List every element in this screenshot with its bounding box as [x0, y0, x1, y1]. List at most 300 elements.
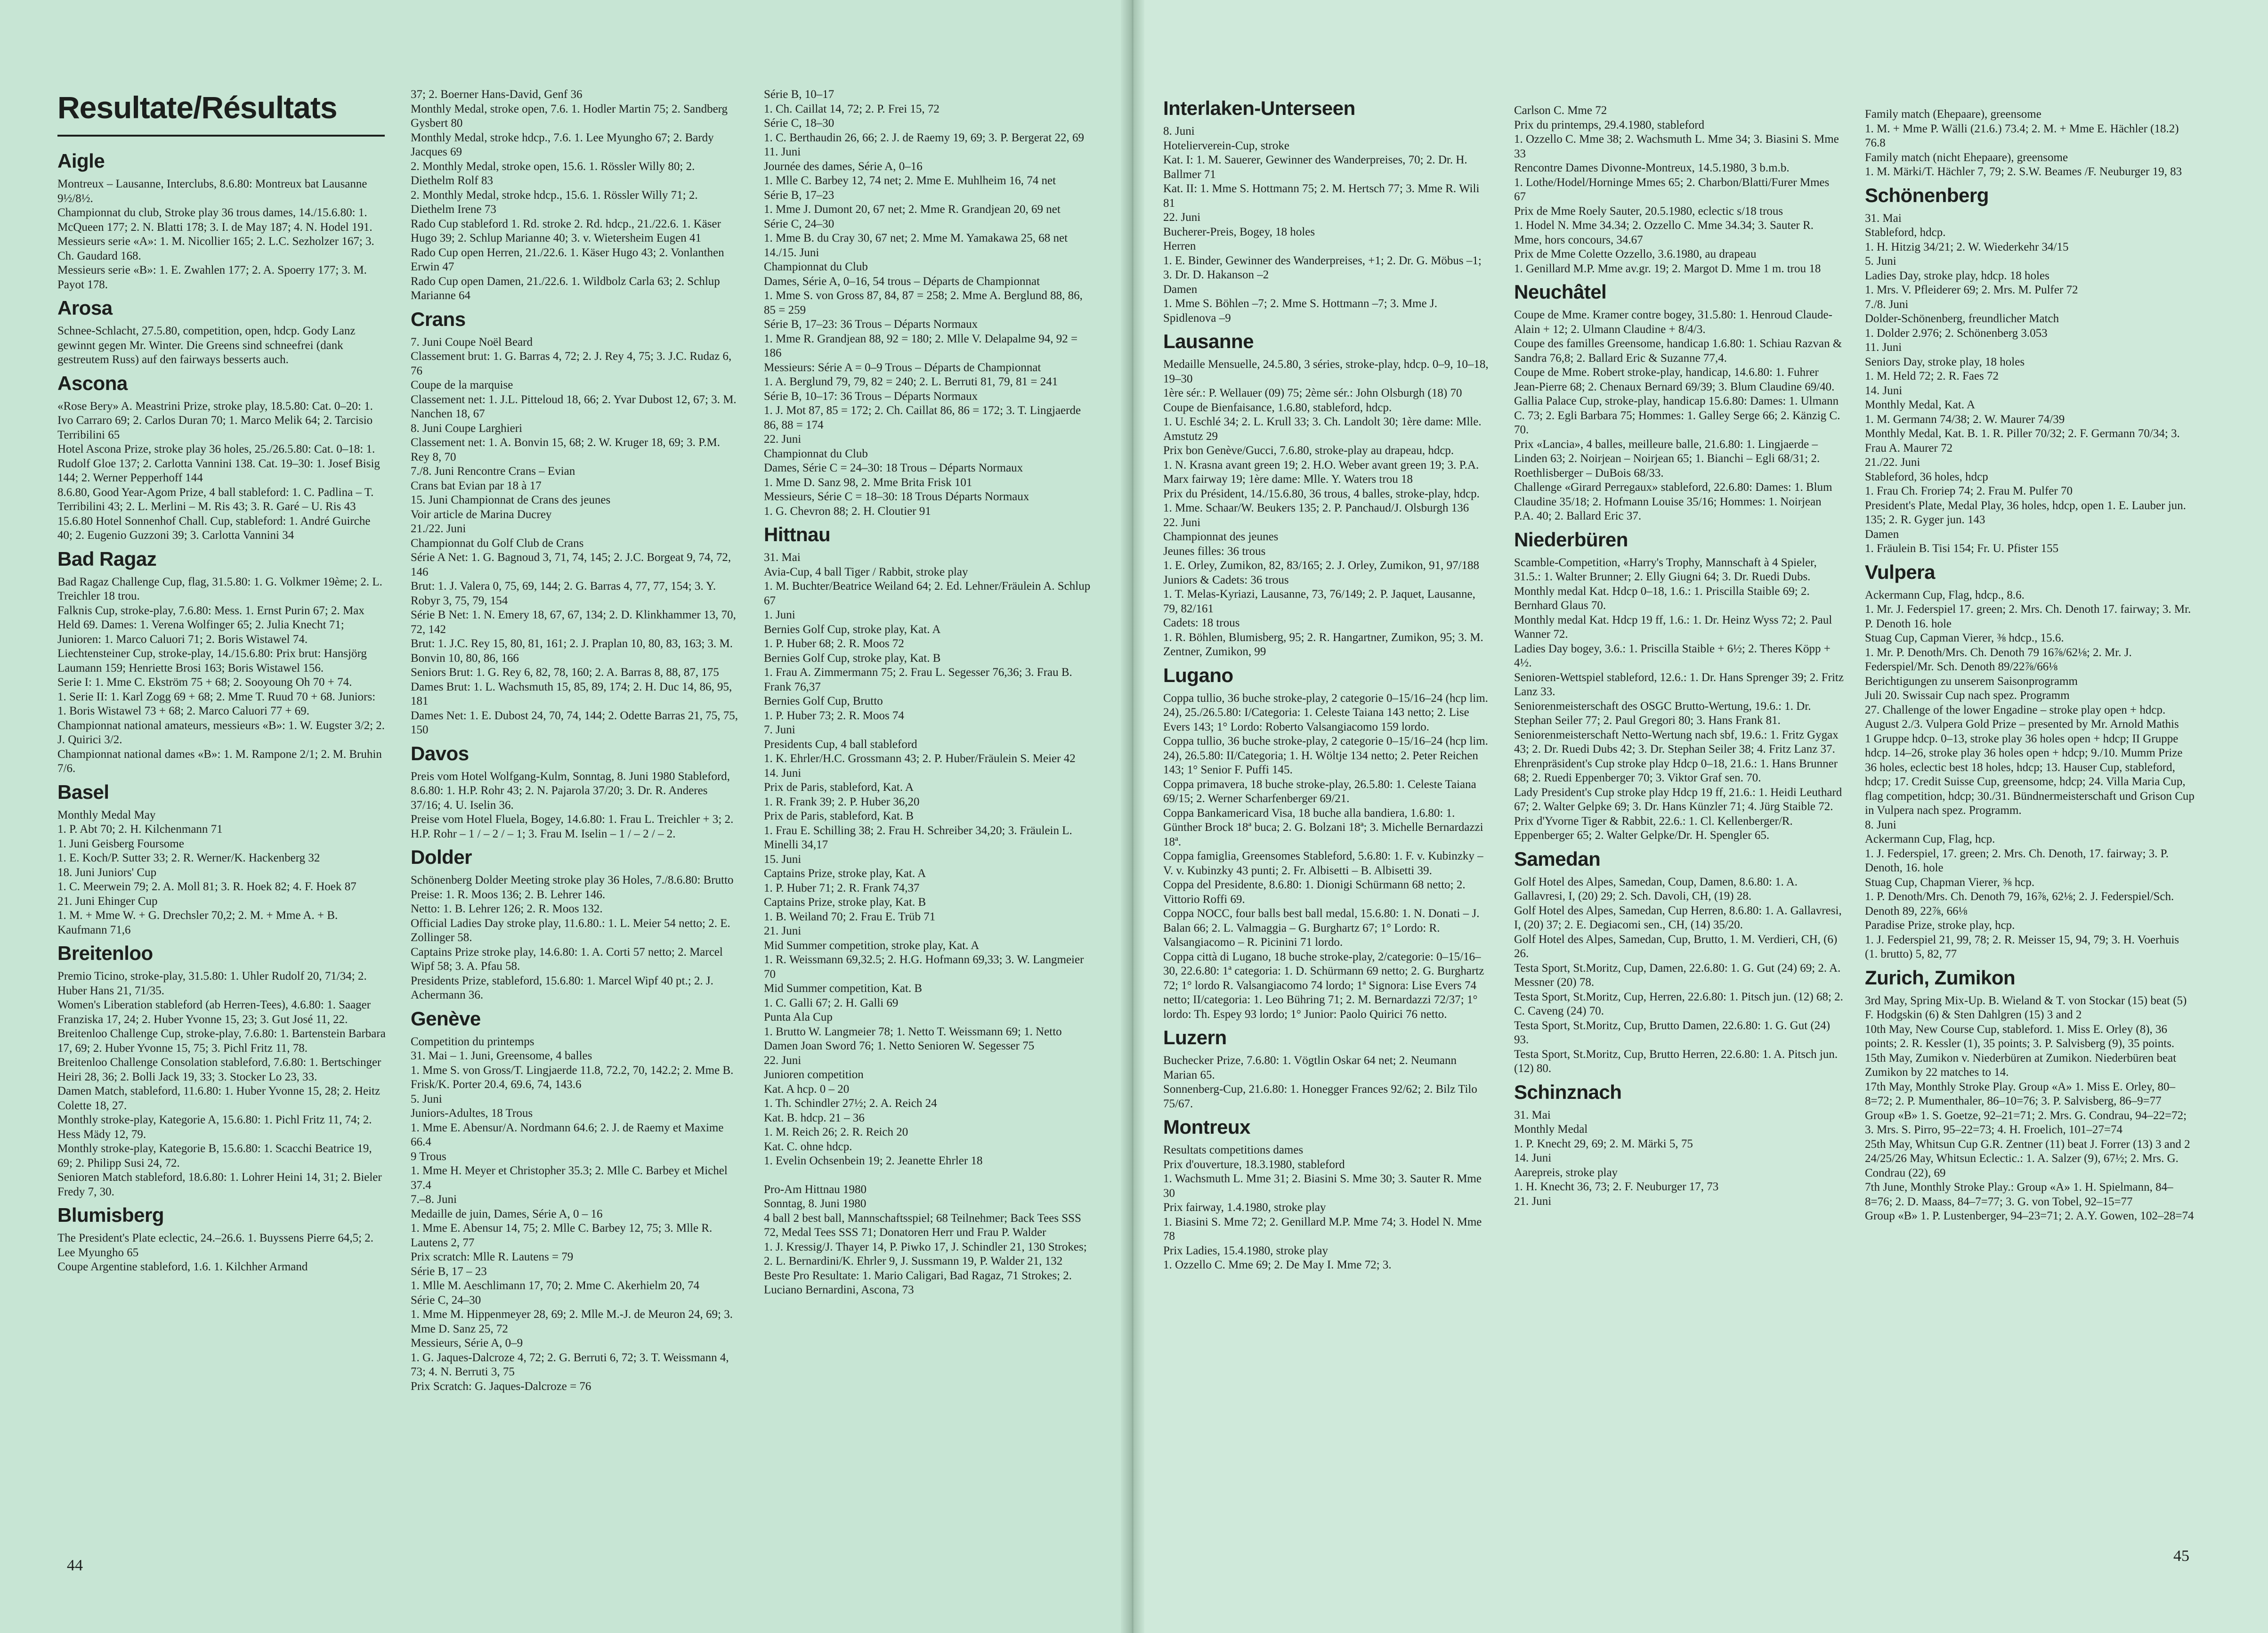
result-line: Breitenloo Challenge Consolation stableford, 7.6.80: 1. Bertschinger Heiri 28, 36; 2. Bolli Jack 19, 33; 3. Stocker Lo 23, 33. — [57, 1056, 381, 1083]
result-line: 1. M. + Mme W. + G. Drechsler 70,2; 2. M. + Mme A. + B. Kaufmann 71,6 — [57, 909, 338, 936]
result-line: Rado Cup open Herren, 21./22.6. 1. Käser Hugo 43; 2. Vonlanthen Erwin 47 — [411, 246, 724, 273]
result-line: Golf Hotel des Alpes, Samedan, Cup Herren, 8.6.80: 1. A. Gallavresi, I, (20) 37; 2. E. Degiacomi sen., CH, (14) 35/20. — [1514, 904, 1842, 931]
result-line: 22. Juni — [1163, 516, 1201, 529]
result-line: Mid Summer competition, stroke play, Kat. A — [764, 939, 980, 952]
result-line: Coupe de Bienfaisance, 1.6.80, stableford, hdcp. — [1163, 401, 1392, 414]
result-line: 1. A. Berglund 79, 79, 82 = 240; 2. L. Berruti 81, 79, 81 = 241 — [764, 375, 1058, 388]
club-section — [1163, 329, 1493, 659]
result-line: Messieurs serie «B»: 1. E. Zwahlen 177; 2. A. Spoerry 177; 3. M. Payot 178. — [57, 264, 367, 291]
result-line: 1. Frau Ch. Froriep 74; 2. Frau M. Pulfer 70 — [1865, 485, 2073, 497]
result-line: Juli 20. Swissair Cup nach spez. Programm — [1865, 689, 2070, 702]
result-line: Challenge «Girard Perregaux» stableford, 22.6.80: Dames: 1. Blum Claudine 35/18; 2. Hofmann Louise 35/16; Hommes: 1. Noirjean P.A. 40; 2. Ballard Eric 37. — [1514, 481, 1832, 522]
result-line: 15th May, Zumikon v. Niederbüren at Zumikon. Niederbüren beat Zumikon by 22 matches to 14. — [1865, 1051, 2177, 1079]
result-line: Dames Brut: 1. L. Wachsmuth 15, 85, 89, 174; 2. H. Duc 14, 86, 95, 181 — [411, 680, 732, 707]
result-line: Prix d'ouverture, 18.3.1980, stableford — [1163, 1158, 1345, 1171]
result-line: Coppa primavera, 18 buche stroke-play, 26.5.80: 1. Celeste Taiana 69/15; 2. Werner Scharfenberger 69/21. — [1163, 778, 1476, 805]
result-line: Golf Hotel des Alpes, Samedan, Coup, Damen, 8.6.80: 1. A. Gallavresi, I, (20) 29; 2. Sch. Davoli, CH, (19) 28. — [1514, 875, 1798, 902]
result-line: Messieurs, Série A, 0–9 — [411, 1337, 523, 1349]
result-line: 1ère sér.: P. Wellauer (09) 75; 2ème sér.: John Olsburgh (18) 70 — [1163, 387, 1462, 399]
club-heading: Lugano — [1163, 664, 1233, 686]
result-line: Coppa NOCC, four balls best ball medal, 15.6.80: 1. N. Donati – J. Balan 66; 2. L. Valmaggia – G. Burghartz 67; 1° Lordo: R. Valsangiacomo – R. Picinini 71 lordo. — [1163, 907, 1480, 949]
result-line: Prix de Paris, stableford, Kat. B — [764, 810, 914, 822]
result-line: 21./22. Juni — [411, 522, 466, 535]
result-line: Coppa tullio, 36 buche stroke-play, 2 categorie 0–15/16–24 (hcp lim. 24), 26.5.80: II/Categoria; 1. H. Wöltje 134 netto; 2. Peter Reichen 143; 1° Senior F. Puffi 145. — [1163, 735, 1488, 776]
result-line: Liechtensteiner Cup, stroke-play, 14./15.6.80: Prix brut: Hansjörg Laumann 159; Henriette Brosi 163; Boris Wistawel 156. — [57, 647, 367, 674]
result-line: Prix scratch: Mlle R. Lautens = 79 — [411, 1251, 574, 1263]
club-section — [411, 1007, 740, 1394]
result-line: 21. Juni — [764, 925, 802, 937]
result-line: 1. Hodel N. Mme 34.34; 2. Ozzello C. Mme 34.34; 3. Sauter R. Mme, hors concours, 34.67 — [1514, 219, 1814, 246]
result-line: Seniors Brut: 1. G. Rey 6, 82, 78, 160; 2. A. Barras 8, 88, 87, 175 — [411, 666, 719, 679]
result-line: 15.6.80 Hotel Sonnenhof Chall. Cup, stableford: 1. André Guirche 40; 2. Eugenio Guzzoni 39; 3. Carlotta Vannini 34 — [57, 514, 371, 542]
result-line: Seniorenmeisterschaft Netto-Wertung nach sbf, 19.6.: 1. Fritz Gygax 43; 2. Dr. Ruedi Dubs 42; 3. Dr. Stephan Seiler 38; 4. Fritz Lanz 37. — [1514, 728, 1839, 756]
result-line: Monthly stroke-play, Kategorie A, 15.6.80: 1. Pichl Fritz 11, 74; 2. Hess Mädy 12, 79. — [57, 1113, 372, 1141]
result-line: Damen — [1865, 528, 1899, 541]
result-line: 5. Juni — [411, 1092, 442, 1105]
results-column-3 — [764, 88, 1094, 1558]
result-line: 8. Juni Coupe Larghieri — [411, 422, 522, 435]
results-column-4 — [1163, 92, 1493, 1558]
result-line: Coupe Argentine stableford, 1.6. 1. Kilchher Armand — [57, 1260, 308, 1273]
result-line: 1. Genillard M.P. Mme av.gr. 19; 2. Margot D. Mme 1 m. trou 18 — [1514, 262, 1821, 275]
result-line — [764, 1169, 1094, 1183]
club-section — [1514, 1080, 1844, 1209]
result-line: 21. Juni — [1514, 1194, 1552, 1208]
result-line: Championnat du Golf Club de Crans — [411, 536, 584, 550]
result-line: 1. E. Binder, Gewinner des Wanderpreises, +1; 2. Dr. G. Möbus –1; 3. Dr. D. Hakanson –2 — [1163, 254, 1482, 281]
result-line: Ladies Day, stroke play, hdcp. 18 holes — [1865, 269, 2049, 282]
result-line: 1 Gruppe hdcp. 0–13, stroke play 36 holes open + hdcp; II Gruppe hdcp. 14–26, stroke play 36 holes open + hdcp; 9./10. Mumm Prize 36 holes, eclectic best 18 holes, hdcp; 13. Hauser Cup, stableford, hdcp; 17. Credit Suisse Cup, greensome, hdcp; 24. Villa Maria Cup, flag competition, hdcp; 30./31. Bündnermeisterschaft und Grison Cup in Vulpera nach spez. Programm. — [1865, 732, 2195, 817]
result-line: Classement brut: 1. G. Barras 4, 72; 2. J. Rey 4, 75; 3. J.C. Rudaz 6, 76 — [411, 350, 732, 377]
club-section — [57, 371, 387, 543]
result-line: Classement net: 1. A. Bonvin 15, 68; 2. W. Kruger 18, 69; 3. P.M. Rey 8, 70 — [411, 436, 720, 463]
result-line: 27. Challenge of the lower Engadine – stroke play open + hdcp. — [1865, 703, 2166, 716]
result-line: 1. J. Federspiel 21, 99, 78; 2. R. Meisser 15, 94, 79; 3. H. Voerhuis (1. brutto) 5, 82, 77 — [1865, 933, 2179, 960]
result-line: Stableford, hdcp. — [1865, 226, 1946, 239]
result-line: Senioren Match stableford, 18.6.80: 1. Lohrer Heini 14, 31; 2. Bieler Fredy 7, 30. — [57, 1171, 382, 1198]
result-line: 22. Juni — [764, 1054, 802, 1067]
club-heading: Arosa — [57, 297, 113, 319]
result-line: 1. P. Huber 71; 2. R. Frank 74,37 — [764, 881, 920, 894]
result-line: 24/25/26 May, Whitsun Eclectic.: 1. A. Salzer (9), 67½; 2. Mrs. G. Condrau (22), 69 — [1865, 1152, 2179, 1179]
result-line: 1. Mme D. Sanz 98, 2. Mme Brita Frisk 101 — [764, 476, 972, 489]
club-section — [57, 547, 387, 776]
result-line: 2. Monthly Medal, stroke open, 15.6. 1. Rössler Willy 80; 2. Diethelm Rolf 83 — [411, 160, 695, 187]
result-line: Junioren competition — [764, 1068, 864, 1081]
result-line: Preise vom Hotel Fluela, Bogey, 14.6.80: 1. Frau L. Treichler + 3; 2. H.P. Rohr – 1 / – 2 / – 1; 3. Frau M. Iselin – 1 / – 2 / – 2. — [411, 813, 734, 840]
result-line: Competition du printemps — [411, 1035, 535, 1048]
result-line: 1. N. Krasna avant green 19; 2. H.O. Weber avant green 19; 3. P.A. Marx fairway 19; 1ère dame: Mlle. Y. Waters trou 18 — [1163, 458, 1479, 486]
result-line: Prix «Lancia», 4 balles, meilleure balle, 21.6.80: 1. Lingjaerde – Linden 63; 2. Noirjean – Noirjean 65; 1. Bianchi – Egli 68/31; 2. Roethlisberger – DuBois 68/33. — [1514, 438, 1820, 479]
result-line: Dolder-Schönenberg, freundlicher Match — [1865, 312, 2059, 325]
result-line: 1. Wachsmuth L. Mme 31; 2. Biasini S. Mme 30; 3. Sauter R. Mme 30 — [1163, 1172, 1482, 1200]
result-line: Monthly Medal — [1514, 1123, 1588, 1136]
result-line: Série B, 17–23 — [764, 188, 834, 202]
result-line: 1. Th. Schindler 27½; 2. A. Reich 24 — [764, 1097, 937, 1110]
result-line: Championnat national dames «B»: 1. M. Rampone 2/1; 2. M. Bruhin 7/6. — [57, 747, 382, 775]
result-line: 11. Juni — [764, 146, 801, 158]
club-heading: Basel — [57, 780, 109, 803]
result-line: Kat. I: 1. M. Sauerer, Gewinner des Wanderpreises, 70; 2. Dr. H. Ballmer 71 — [1163, 154, 1467, 181]
result-line: 22. Juni — [1163, 211, 1201, 224]
result-line: Rado Cup stableford 1. Rd. stroke 2. Rd. hdcp., 21./22.6. 1. Käser Hugo 39; 2. Schlup Marianne 40; 3. v. Wietersheim Eugen 41 — [411, 217, 721, 244]
page-gutter — [1121, 0, 1144, 1633]
result-line: Group «B» 1. S. Goetze, 92–21=71; 2. Mrs. G. Condrau, 94–22=72; 3. Mrs. S. Pirro, 95–22=73; 4. H. Froelich, 101–27=74 — [1865, 1109, 2187, 1136]
club-section — [57, 149, 387, 292]
result-line: The President's Plate eclectic, 24.–26.6. 1. Buyssens Pierre 64,5; 2. Lee Myungho 65 — [57, 1232, 374, 1259]
result-line: Championnat des jeunes — [1163, 530, 1279, 543]
result-line: Prix du Président, 14./15.6.80, 36 trous, 4 balles, stroke-play, hdcp. — [1163, 487, 1480, 500]
result-line: Breitenloo Challenge Cup, stroke-play, 7.6.80: 1. Bartenstein Barbara 17, 69; 2. Huber Yvonne 15, 75; 3. Pichl Fritz 11, 78. — [57, 1027, 386, 1055]
result-line: Kat. A hcp. 0 – 20 — [764, 1082, 850, 1096]
result-line: 1. Mrs. V. Pfleiderer 69; 2. Mrs. M. Pulfer 72 — [1865, 284, 2078, 296]
result-line: Rado Cup open Damen, 21./22.6. 1. Wildbolz Carla 63; 2. Schlup Marianne 64 — [411, 275, 720, 302]
result-line: Buchecker Prize, 7.6.80: 1. Vögtlin Oskar 64 net; 2. Neumann Marian 65. — [1163, 1054, 1457, 1081]
result-line: Classement net: 1. J.L. Pitteloud 18, 66; 2. Yvar Dubost 12, 67; 3. M. Nanchen 18, 67 — [411, 393, 737, 420]
result-line: Group «B» 1. P. Lustenberger, 94–23=71; 2. A.Y. Gowen, 102–28=74 — [1865, 1210, 2194, 1222]
result-line: Série B Net: 1. N. Emery 18, 67, 67, 134; 2. D. Klinkhammer 13, 70, 72, 142 — [411, 609, 736, 636]
result-line: 1. Mme. Schaar/W. Beukers 135; 2. P. Panchaud/J. Olsburgh 136 — [1163, 502, 1469, 514]
results-column-2 — [411, 88, 740, 1558]
result-line: 7.–8. Juni — [411, 1193, 457, 1206]
result-line: Coppa Bankamericard Visa, 18 buche alla bandiera, 1.6.80: 1. Günther Brock 18ª buca; 2. G. Bolzani 18ª; 3. Michelle Bernardazzi 18ª. — [1163, 806, 1483, 848]
result-line: Coppa città di Lugano, 18 buche stroke-play, 2/categorie: 0–15/16–30, 22.6.80: 1ª categoria: 1. D. Schürmann 69 netto; 2. G. Burghartz 72; 1° lordo R. Valsangiacomo 74 lordo; 1ª Signora: Lise Evers 74 netto; II/categoria: 1. Leo Bühring 71; 2. M. Bernardazzi 72/37; 1° lordo: Th. Espey 93 lordo; 1° Junior: Paolo Quirici 76 netto. — [1163, 950, 1484, 1021]
club-heading: Davos — [411, 742, 469, 764]
result-line: Kat. B. hdcp. 21 – 36 — [764, 1111, 865, 1124]
club-section — [1514, 280, 1844, 524]
club-section — [411, 741, 740, 842]
result-line: Messieurs: Série A = 0–9 Trous – Départs de Championnat — [764, 361, 1041, 374]
club-heading: Neuchâtel — [1514, 281, 1607, 303]
result-line: Medaille de juin, Dames, Série A, 0 – 16 — [411, 1207, 603, 1220]
result-line: 14./15. Juni — [764, 246, 819, 259]
result-line: 2. Monthly Medal, stroke hdcp., 15.6. 1. Rössler Willy 71; 2. Diethelm Irene 73 — [411, 188, 698, 216]
result-line: Championnat du Club — [764, 260, 868, 273]
result-line: Juniors & Cadets: 36 trous — [1163, 573, 1289, 586]
result-line: 1. C. Berthaudin 26, 66; 2. J. de Raemy 19, 69; 3. P. Bergerat 22, 69 — [764, 131, 1085, 144]
club-heading: Dolder — [411, 846, 472, 868]
club-section — [1514, 104, 1844, 276]
club-heading: Zurich, Zumikon — [1865, 966, 2016, 989]
result-line: Série C, 24–30 — [764, 217, 834, 230]
result-line: 14. Juni — [764, 766, 802, 780]
result-line: 1. Mme S. Böhlen –7; 2. Mme S. Hottmann –7; 3. Mme J. Spidlenova –9 — [1163, 297, 1437, 325]
result-line: Monthly Medal, Kat. B. 1. R. Piller 70/32; 2. F. Germann 70/34; 3. Frau A. Maurer 72 — [1865, 427, 2180, 455]
result-line: Herren — [1163, 240, 1196, 252]
result-line: August 2./3. Vulpera Gold Prize – presented by Mr. Arnold Mathis — [1865, 718, 2179, 731]
result-line: 7./8. Juni Rencontre Crans – Evian — [411, 465, 575, 478]
result-line: Coupe des familles Greensome, handicap 1.6.80: 1. Schiau Razvan & Sandra 76,8; 2. Ballard Eric & Suzanne 77,4. — [1514, 337, 1842, 365]
result-line: 1. Mlle C. Barbey 12, 74 net; 2. Mme E. Muhlheim 16, 74 net — [764, 174, 1056, 187]
result-line: Netto: 1. B. Lehrer 126; 2. R. Moos 132. — [411, 902, 603, 915]
result-line: 1. J. Federspiel, 17. green; 2. Mrs. Ch. Denoth, 17. fairway; 3. P. Denoth, 16. hole — [1865, 847, 2169, 874]
result-line: Hotel Ascona Prize, stroke play 36 holes, 25./26.5.80: Cat. 0–18: 1. Rudolf Gloe 137; 2. Carlotta Vannini 138. Cat. 19–30: 1. Josef Bisig 144; 2. Werner Pepperhoff 144 — [57, 443, 380, 484]
result-line: Pro-Am Hittnau 1980 — [764, 1183, 867, 1196]
result-line: 8. Juni — [1865, 818, 1896, 831]
result-line: 37; 2. Boerner Hans-David, Genf 36 — [411, 88, 583, 101]
result-line: 5. Juni — [1865, 255, 1896, 268]
result-line: Monthly Medal, stroke open, 7.6. 1. Hodler Martin 75; 2. Sandberg Gysbert 80 — [411, 102, 728, 130]
result-line: Monthly Medal, Kat. A — [1865, 398, 1976, 411]
result-line: Damen — [1163, 283, 1198, 296]
club-heading: Aigle — [57, 150, 105, 172]
result-line: 1. B. Weiland 70; 2. Frau E. Trüb 71 — [764, 910, 936, 923]
result-line: Rencontre Dames Divonne-Montreux, 14.5.1980, 3 b.m.b. — [1514, 162, 1790, 174]
club-heading: Samedan — [1514, 847, 1601, 870]
club-heading: Montreux — [1163, 1116, 1250, 1138]
result-line: 1. Frau A. Zimmermann 75; 2. Frau L. Segesser 76,36; 3. Frau B. Frank 76,37 — [764, 666, 1072, 693]
result-line: Scamble-Competition, «Harry's Trophy, Mannschaft à 4 Spieler, 31.5.: 1. Walter Brunner; 2. Elly Giugni 64; 3. Dr. Ruedi Dubs. — [1514, 556, 1817, 583]
result-line: Coupe de la marquise — [411, 379, 513, 391]
result-line: 7./8. Juni — [1865, 298, 1909, 311]
result-line: Beste Pro Resultate: 1. Mario Caligari, Bad Ragaz, 71 Strokes; 2. Luciano Bernardini, Ascona, 73 — [764, 1269, 1072, 1296]
result-line: 7th June, Monthly Stroke Play.: Group «A» 1. H. Spielmann, 84–8=76; 2. D. Maass, 84–7=77; 3. G. von Tobel, 92–15=77 — [1865, 1181, 2173, 1208]
result-line: 1. R. Böhlen, Blumisberg, 95; 2. R. Hangartner, Zumikon, 95; 3. M. Zentner, Zumikon, 99 — [1163, 631, 1483, 658]
result-line: Serie I: 1. Mme C. Ekström 75 + 68; 2. Sooyoung Oh 70 + 74. — [57, 676, 352, 689]
club-section — [1163, 1025, 1493, 1111]
result-line: Série C, 18–30 — [764, 117, 834, 130]
result-line: Ackermann Cup, Flag, hcp. — [1865, 833, 1995, 845]
result-line: Presidents Prize, stableford, 15.6.80: 1. Marcel Wipf 40 pt.; 2. J. Achermann 36. — [411, 974, 713, 1001]
result-line: 1. J. Mot 87, 85 = 172; 2. Ch. Caillat 86, 86 = 172; 3. T. Lingjaerde 86, 88 = 174 — [764, 404, 1081, 431]
club-section — [57, 1203, 387, 1275]
result-line: 1. Ch. Caillat 14, 72; 2. P. Frei 15, 72 — [764, 102, 940, 115]
result-line: Voir article de Marina Ducrey — [411, 508, 552, 521]
club-heading: Crans — [411, 308, 466, 330]
result-line: 14. Juni — [1865, 384, 1903, 397]
result-line: Dames, Série A, 0–16, 54 trous – Départs de Championnat — [764, 275, 1040, 288]
club-section — [57, 296, 387, 367]
result-line: Stableford, 36 holes, hdcp — [1865, 470, 1988, 483]
result-line: Brut: 1. J.C. Rey 15, 80, 81, 161; 2. J. Praplan 10, 80, 83, 163; 3. M. Bonvin 10, 80, 86, 166 — [411, 637, 733, 665]
result-line: 21./22. Juni — [1865, 456, 1920, 469]
result-line: 17th May, Monthly Stroke Play. Group «A» 1. Miss E. Orley, 80–8=72; 2. P. Mumenthaler, 86–10=76; 3. P. Salvisberg, 86–9=77 — [1865, 1080, 2175, 1107]
result-line: 1. Ozzello C. Mme 69; 2. De May I. Mme 72; 3. — [1163, 1259, 1392, 1271]
result-line: Prix du printemps, 29.4.1980, stableford — [1514, 118, 1705, 131]
result-line: 1. Lothe/Hodel/Horninge Mmes 65; 2. Charbon/Blatti/Furer Mmes 67 — [1514, 176, 1830, 203]
result-line: 1. R. Weissmann 69,32.5; 2. H.G. Hofmann 69,33; 3. W. Langmeier 70 — [764, 953, 1084, 981]
result-line: 1. Frau E. Schilling 38; 2. Frau H. Schreiber 34,20; 3. Fräulein L. Minelli 34,17 — [764, 824, 1072, 851]
result-line: 1. Dolder 2.976; 2. Schönenberg 3.053 — [1865, 326, 2048, 340]
heading-rule — [57, 135, 385, 137]
result-line: Kat. II: 1. Mme S. Hottmann 75; 2. M. Hertsch 77; 3. Mme R. Wili 81 — [1163, 182, 1480, 210]
result-line: Série C, 24–30 — [411, 1293, 481, 1307]
result-line: Prix Scratch: G. Jaques-Dalcroze = 76 — [411, 1380, 591, 1393]
club-heading: Ascona — [57, 372, 128, 394]
result-line: Lady President's Cup stroke play Hdcp 19 ff, 21.6.: 1. Heidi Leuthard 67; 2. Walter Gelpke 69; 3. Dr. Hans Künzler 71; 4. Jürg Staible 72. — [1514, 786, 1842, 813]
result-line: 7. Juni — [764, 723, 795, 736]
club-section — [1865, 183, 2195, 556]
result-line: Championnat du Club — [764, 447, 868, 460]
club-heading: Schönenberg — [1865, 184, 1989, 206]
result-line: Championnat du club, Stroke play 36 trous dames, 14./15.6.80: 1. McQueen 177; 2. N. Blatti 178; 3. I. de May 187; 4. N. Hodel 191. — [57, 206, 373, 234]
results-column-5 — [1514, 104, 1844, 1559]
result-line: 31. Mai – 1. Juni, Greensome, 4 balles — [411, 1049, 592, 1062]
result-line: 15. Juni Championnat de Crans des jeunes — [411, 494, 611, 506]
result-line: Série B, 17–23: 36 Trous – Départs Normaux — [764, 318, 978, 331]
result-line: 1. Mme H. Meyer et Christopher 35.3; 2. Mlle C. Barbey et Michel 37.4 — [411, 1164, 728, 1192]
result-line: Aarepreis, stroke play — [1514, 1166, 1618, 1179]
result-line: 22. Juni — [764, 433, 802, 446]
result-line: 1. Mme M. Hippenmeyer 28, 69; 2. Mlle M.-J. de Meuron 24, 69; 3. Mme D. Sanz 25, 72 — [411, 1308, 733, 1335]
result-line: Falknis Cup, stroke-play, 7.6.80: Mess. 1. Ernst Purin 67; 2. Max Held 69. Dames: 1. Verena Wolfinger 65; 2. Julia Knecht 71; Junioren: 1. Marco Caluori 71; 2. Boris Wistawel 74. — [57, 604, 364, 646]
result-line: Coupe de Mme. Robert stroke-play, handicap, 14.6.80: 1. Fuhrer Jean-Pierre 68; 2. Chenaux Bernard 69/39; 3. Blum Claudine 69/40. — [1514, 366, 1835, 393]
result-line: 1. G. Chevron 88; 2. H. Cloutier 91 — [764, 504, 931, 518]
result-line: Championnat national amateurs, messieurs «B»: 1. W. Eugster 3/2; 2. J. Quirici 3/2. — [57, 719, 385, 746]
club-heading: Breitenloo — [57, 942, 153, 964]
result-line: 1. Juni — [764, 609, 795, 621]
result-line: 14. Juni — [1514, 1152, 1552, 1164]
result-line: Crans bat Evian par 18 à 17 — [411, 479, 542, 492]
result-line: 1. Juni Geisberg Foursome — [57, 837, 184, 850]
result-line: Prix bon Genève/Gucci, 7.6.80, stroke-play au drapeau, hdcp. — [1163, 444, 1454, 457]
result-line: Punta Ala Cup — [764, 1011, 833, 1024]
result-line: 1. Mme B. du Cray 30, 67 net; 2. Mme M. Yamakawa 25, 68 net — [764, 232, 1068, 244]
result-line: Dames, Série C = 24–30: 18 Trous – Départs Normaux — [764, 462, 1023, 474]
result-line: Bernies Golf Cup, stroke play, Kat. B — [764, 651, 941, 665]
result-line: Testa Sport, St.Moritz, Cup, Damen, 22.6.80: 1. G. Gut (24) 69; 2. A. Messner (20) 78. — [1514, 961, 1841, 989]
result-line: Cadets: 18 trous — [1163, 617, 1240, 629]
result-line: 11. Juni — [1865, 341, 1902, 354]
club-section — [1163, 1115, 1493, 1273]
club-heading: Hittnau — [764, 523, 831, 545]
result-line: 1. Ozzello C. Mme 38; 2. Wachsmuth L. Mme 34; 3. Biasini S. Mme 33 — [1514, 133, 1839, 160]
result-line: Kat. C. ohne hdcp. — [764, 1140, 852, 1153]
result-line: 9 Trous — [411, 1150, 446, 1163]
result-line: 1. C. Galli 67; 2. H. Galli 69 — [764, 996, 899, 1009]
club-heading: Luzern — [1163, 1026, 1227, 1048]
club-heading: Lausanne — [1163, 330, 1254, 352]
result-line: 1. H. Hitzig 34/21; 2. W. Wiederkehr 34/15 — [1865, 240, 2069, 253]
result-line: 1. U. Eschlé 34; 2. L. Krull 33; 3. Ch. Landolt 30; 1ère dame: Mlle. Amstutz 29 — [1163, 415, 1482, 443]
club-section — [1865, 966, 2195, 1224]
result-line: 1. M. Märki/T. Hächler 7, 79; 2. S.W. Beames /F. Neuburger 19, 83 — [1865, 165, 2182, 178]
result-line: Avia-Cup, 4 ball Tiger / Rabbit, stroke play — [764, 565, 968, 578]
result-line: Paradise Prize, stroke play, hcp. — [1865, 919, 2015, 932]
result-line: Bad Ragaz Challenge Cup, flag, 31.5.80: 1. G. Volkmer 19ème; 2. L. Treichler 18 trou. — [57, 575, 382, 602]
result-line: Prix Ladies, 15.4.1980, stroke play — [1163, 1244, 1328, 1257]
result-line: Coppa del Presidente, 8.6.80: 1. Dionigi Schürmann 68 netto; 2. Vittorio Roffi 69. — [1163, 878, 1466, 906]
results-column-6 — [1865, 107, 2195, 1559]
result-line: 31. Mai — [1514, 1108, 1551, 1121]
club-section — [411, 307, 740, 738]
result-line: 10th May, New Course Cup, stableford. 1. Miss E. Orley (8), 36 points; 2. R. Kessler (1), 35 points; 3. P. Salvisberg (9), 35 points. — [1865, 1023, 2175, 1050]
result-line: Bernies Golf Cup, stroke play, Kat. A — [764, 623, 941, 636]
club-section — [1514, 528, 1844, 843]
result-line: 4 ball 2 best ball, Mannschaftsspiel; 68 Teilnehmer; Back Tees SSS 72, Medal Tees SSS 71; Donatoren Herr und Frau P. Walder — [764, 1211, 1081, 1239]
result-line: 25th May, Whitsun Cup G.R. Zentner (11) beat J. Forrer (13) 3 and 2 — [1865, 1137, 2190, 1151]
club-section — [764, 522, 1094, 1298]
result-line: Medaille Mensuelle, 24.5.80, 3 séries, stroke-play, hdcp. 0–9, 10–18, 19–30 — [1163, 358, 1489, 385]
result-line: Ehrenpräsident's Cup stroke play Hdcp 0–18, 21.6.: 1. Hans Brunner 68; 2. Ruedi Eppenberger 70; 3. Viktor Graf sen. 70. — [1514, 757, 1838, 784]
club-section — [411, 88, 740, 303]
result-line: 1. Evelin Ochsenbein 19; 2. Jeanette Ehrler 18 — [764, 1154, 983, 1167]
result-line: 18. Juni Juniors' Cup — [57, 866, 157, 879]
page-number-left: 44 — [67, 1557, 83, 1574]
result-line: Sonntag, 8. Juni 1980 — [764, 1197, 867, 1210]
result-line: 1. P. Huber 73; 2. R. Moos 74 — [764, 709, 904, 722]
club-section — [1514, 847, 1844, 1076]
club-section — [1163, 663, 1493, 1022]
result-line: 1. E. Koch/P. Sutter 33; 2. R. Werner/K. Hackenberg 32 — [57, 852, 320, 864]
result-line: Schnee-Schlacht, 27.5.80, competition, open, hdcp. Gody Lanz gewinnt gegen Mr. Winter. Die Greens sind schneefrei (dank gestreutem Russ) auf den fairways besserts auch. — [57, 325, 356, 366]
result-line: 1. Mme S. von Gross 87, 84, 87 = 258; 2. Mme A. Berglund 88, 86, 85 = 259 — [764, 289, 1083, 317]
result-line: 1. Serie II: 1. Karl Zogg 69 + 68; 2. Mme T. Ruud 70 + 68. Juniors: 1. Boris Wistawel 73 + 68; 2. Marco Caluori 77 + 69. — [57, 690, 376, 717]
result-line: 1. M. Held 72; 2. R. Faes 72 — [1865, 370, 1999, 382]
club-section — [1865, 560, 2195, 962]
result-line: Testa Sport, St.Moritz, Cup, Brutto Herren, 22.6.80: 1. A. Pitsch jun. (12) 80. — [1514, 1048, 1838, 1075]
club-heading: Vulpera — [1865, 561, 1935, 583]
page-number-right: 45 — [2173, 1547, 2189, 1565]
result-line: Stuag Cup, Capman Vierer, ⅜ hdcp., 15.6. — [1865, 632, 2064, 644]
result-line: 1. Fräulein B. Tisi 154; Fr. U. Pfister 155 — [1865, 542, 2059, 555]
result-line: Coppa tullio, 36 buche stroke-play, 2 categorie 0–15/16–24 (hcp lim. 24), 25./26.5.80: I/Categoria: 1. Celeste Taiana 143 netto; 2. Lise Evers 143; 1° Lordo: Roberto Valsangiacomo 159 lordo. — [1163, 691, 1488, 733]
result-line: 1. M. Germann 74/38; 2. W. Maurer 74/39 — [1865, 413, 2065, 426]
result-line: Preis vom Hotel Wolfgang-Kulm, Sonntag, 8. Juni 1980 Stableford, 8.6.80: 1. H.P. Rohr 43; 2. N. Pajarola 37/20; 3. Dr. R. Anderes 37/16; 4. U. Iselin 36. — [411, 770, 730, 812]
result-line: Dames Net: 1. E. Dubost 24, 70, 74, 144; 2. Odette Barras 21, 75, 75, 150 — [411, 709, 738, 736]
result-line: Official Ladies Day stroke play, 11.6.80.: 1. L. Meier 54 netto; 2. E. Zollinger 58. — [411, 917, 730, 944]
result-line: Brut: 1. J. Valera 0, 75, 69, 144; 2. G. Barras 4, 77, 77, 154; 3. Y. Robyr 3, 75, 79, 154 — [411, 580, 716, 607]
result-line: Monthly Medal, stroke hdcp., 7.6. 1. Lee Myungho 67; 2. Bardy Jacques 69 — [411, 131, 714, 158]
result-line: Captains Prize, stroke play, Kat. A — [764, 867, 926, 880]
result-line: 21. Juni Ehinger Cup — [57, 894, 158, 908]
result-line: Juniors-Adultes, 18 Trous — [411, 1107, 533, 1120]
result-line: Messieurs, Série C = 18–30: 18 Trous Départs Normaux — [764, 490, 1029, 503]
result-line: Senioren-Wettspiel stableford, 12.6.: 1. Dr. Hans Sprenger 39; 2. Fritz Lanz 33. — [1514, 671, 1844, 698]
result-line: Testa Sport, St.Moritz, Cup, Herren, 22.6.80: 1. Pitsch jun. (12) 68; 2. C. Caveng (24) 70. — [1514, 990, 1843, 1017]
result-line: Bucherer-Preis, Bogey, 18 holes — [1163, 225, 1315, 238]
result-line: Premio Ticino, stroke-play, 31.5.80: 1. Uhler Rudolf 20, 71/34; 2. Huber Hans 21, 71/35. — [57, 970, 367, 997]
result-line: Sonnenberg-Cup, 21.6.80: 1. Honegger Frances 92/62; 2. Bilz Tilo 75/67. — [1163, 1083, 1477, 1110]
result-line: 1. T. Melas-Kyriazi, Lausanne, 73, 76/149; 2. P. Jaquet, Lausanne, 79, 82/161 — [1163, 588, 1475, 615]
result-line: Captains Prize, stroke play, Kat. B — [764, 896, 926, 909]
result-line: Ladies Day bogey, 3.6.: 1. Priscilla Staible + 6½; 2. Theres Köpp + 4½. — [1514, 642, 1831, 669]
result-line: 1. M. Buchter/Beatrice Weiland 64; 2. Ed. Lehner/Fräulein A. Schlup 67 — [764, 580, 1091, 607]
results-column-1 — [57, 145, 387, 1558]
result-line: President's Plate, Medal Play, 36 holes, hdcp, open 1. E. Lauber jun. 135; 2. R. Gyger jun. 143 — [1865, 499, 2186, 526]
result-line: Prix de Mme Roely Sauter, 20.5.1980, eclectic s/18 trous — [1514, 204, 1783, 218]
result-line: Presidents Cup, 4 ball stableford — [764, 738, 917, 751]
result-line: Prix fairway, 1.4.1980, stroke play — [1163, 1201, 1326, 1214]
result-line: Série B, 17 – 23 — [411, 1265, 487, 1278]
result-line: 1. Mme J. Dumont 20, 67 net; 2. Mme R. Grandjean 20, 69 net — [764, 203, 1061, 216]
result-line: Monthly medal Kat. Hdcp 19 ff, 1.6.: 1. Dr. Heinz Wyss 72; 2. Paul Wanner 72. — [1514, 613, 1832, 641]
club-section — [1865, 107, 2195, 179]
result-line: Monthly stroke-play, Kategorie B, 15.6.80: 1. Scacchi Beatrice 19, 69; 2. Philipp Susi 24, 72. — [57, 1142, 372, 1170]
result-line: 1. J. Kressig/J. Thayer 14, P. Piwko 17, J. Schindler 21, 130 Strokes; 2. L. Bernardini/K. Ehrler 9, J. Sussmann 19, P. Walder 21, 132 — [764, 1240, 1087, 1267]
result-line: Coppa famiglia, Greensomes Stableford, 5.6.80: 1. F. v. Kubinzky – V. v. Kubinzky 43 punti; 2. Fr. Albisetti – B. Albisetti 39. — [1163, 850, 1483, 877]
result-line: 1. Mme S. von Gross/T. Lingjaerde 11.8, 72.2, 70, 142.2; 2. Mme B. Frisk/K. Porter 20.4, 69.6, 74, 143.6 — [411, 1064, 734, 1091]
result-line: 1. Mlle M. Aeschlimann 17, 70; 2. Mme C. Akerhielm 20, 74 — [411, 1279, 700, 1292]
result-line: 1. C. Meerwein 79; 2. A. Moll 81; 3. R. Hoek 82; 4. F. Hoek 87 — [57, 880, 356, 893]
result-line: 1. H. Knecht 36, 73; 2. F. Neuburger 17, 73 — [1514, 1180, 1719, 1193]
result-line: Prix de Mme Colette Ozzello, 3.6.1980, au drapeau — [1514, 248, 1757, 260]
result-line: Women's Liberation stableford (ab Herren-Tees), 4.6.80: 1. Saager Franziska 17, 24; 2. Huber Yvonne 15, 23; 3. Gut José 11, 22. — [57, 999, 371, 1026]
result-line: 7. Juni Coupe Noël Beard — [411, 335, 533, 349]
result-line: Bernies Golf Cup, Brutto — [764, 695, 883, 707]
club-heading: Blumisberg — [57, 1204, 164, 1226]
result-line: Resultats competitions dames — [1163, 1144, 1304, 1156]
result-line: Monthly Medal May — [57, 808, 156, 821]
club-section — [411, 845, 740, 1003]
result-line: 1. M. Reich 26; 2. R. Reich 20 — [764, 1126, 908, 1138]
result-line: Montreux – Lausanne, Interclubs, 8.6.80: Montreux bat Lausanne 9½/8½. — [57, 178, 367, 205]
result-line: Carlson C. Mme 72 — [1514, 104, 1607, 117]
result-line: Prix de Paris, stableford, Kat. A — [764, 781, 914, 794]
result-line: 1. P. Huber 68; 2. R. Moos 72 — [764, 637, 904, 650]
result-line: Journée des dames, Série A, 0–16 — [764, 160, 923, 173]
result-line: Monthly medal Kat. Hdcp 0–18, 1.6.: 1. Priscilla Staible 69; 2. Bernhard Glaus 70. — [1514, 585, 1810, 612]
